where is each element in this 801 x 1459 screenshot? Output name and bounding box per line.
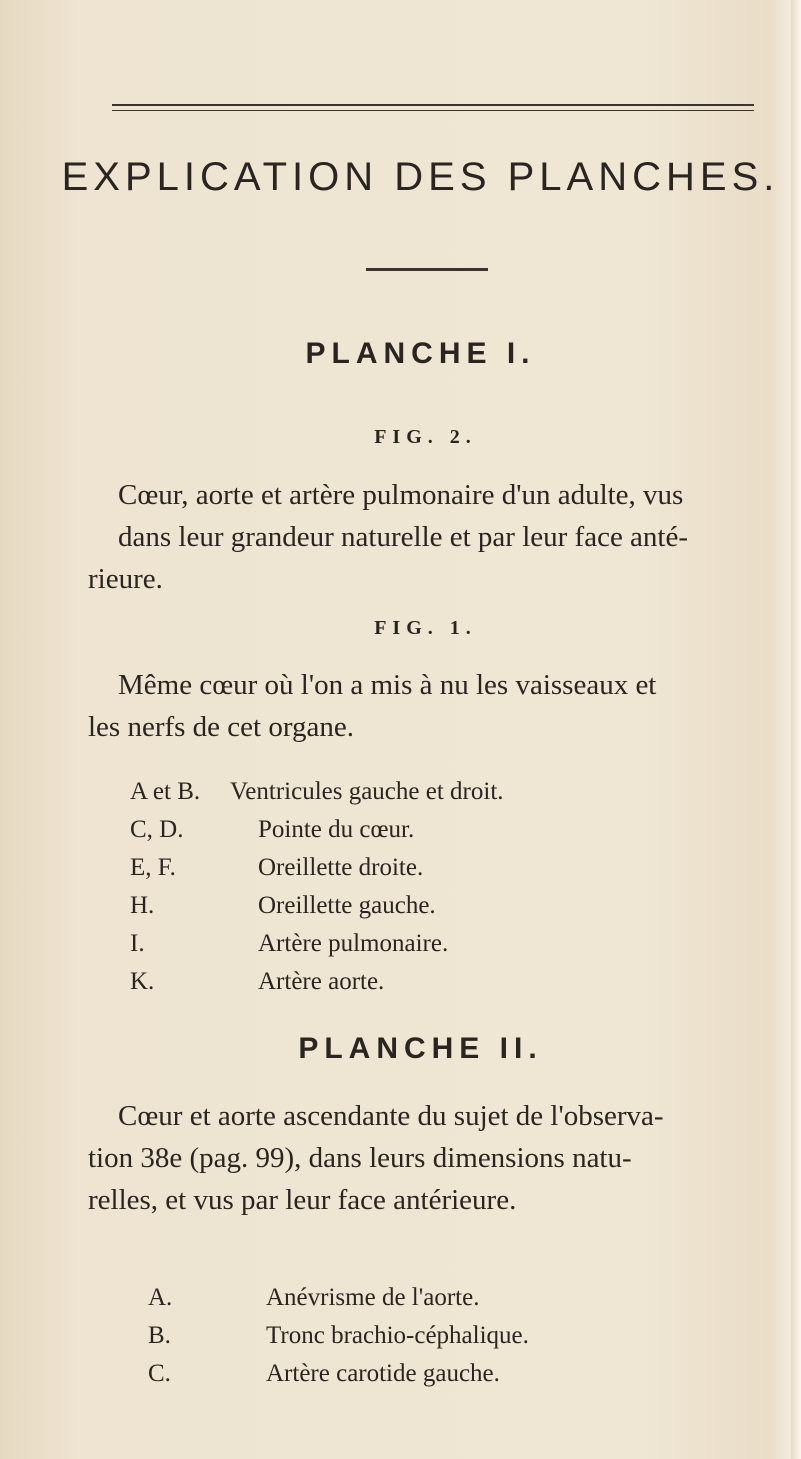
- planche-2-heading: PLANCHE II.: [298, 1032, 543, 1065]
- fig-1-line-2: les nerfs de cet organe.: [88, 711, 354, 743]
- planche-2-line-3: relles, et vus par leur face antérieure.: [88, 1184, 517, 1216]
- legend-key: A.: [148, 1284, 173, 1311]
- top-double-rule: [112, 104, 754, 111]
- fig-2-line-3: rieure.: [88, 563, 163, 595]
- page-edge: [791, 0, 801, 1459]
- legend-key: C, D.: [130, 816, 184, 843]
- legend-desc: Anévrisme de l'aorte.: [266, 1284, 480, 1311]
- legend-key: B.: [148, 1322, 171, 1349]
- planche-2-line-2: tion 38e (pag. 99), dans leurs dimensions natu-: [88, 1142, 632, 1174]
- legend-key: K.: [130, 968, 155, 995]
- fig-1-caption: [88, 664, 778, 748]
- fig-2-line-1: Cœur, aorte et artère pulmonaire d'un adulte, vus: [118, 479, 684, 511]
- title-rule: [366, 268, 488, 271]
- legend-desc: Ventricules gauche et droit.: [230, 778, 504, 805]
- fig-2-caption: [88, 474, 778, 600]
- fig-2-label: FIG. 2.: [374, 426, 477, 448]
- legend-key: E, F.: [130, 854, 176, 881]
- planche-2-caption: [88, 1095, 778, 1221]
- legend-desc: Artère aorte.: [258, 968, 385, 995]
- fig-2-line-2: dans leur grandeur naturelle et par leur face anté-: [118, 521, 689, 553]
- legend-desc: Pointe du cœur.: [258, 816, 415, 843]
- legend-desc: Artère pulmonaire.: [258, 930, 449, 957]
- legend-key: I.: [130, 930, 145, 957]
- planche-2-line-1: Cœur et aorte ascendante du sujet de l'observa-: [118, 1100, 664, 1132]
- legend-key: A et B.: [130, 778, 201, 805]
- legend-desc: Tronc brachio-céphalique.: [266, 1322, 529, 1349]
- legend-key: H.: [130, 892, 155, 919]
- page-title: EXPLICATION DES PLANCHES.: [61, 155, 780, 199]
- fig-1-label: FIG. 1.: [374, 617, 477, 639]
- legend-desc: Artère carotide gauche.: [266, 1360, 500, 1387]
- fig-1-line-1: Même cœur où l'on a mis à nu les vaisseaux et: [118, 669, 657, 701]
- legend-desc: Oreillette droite.: [258, 854, 424, 881]
- legend-key: C.: [148, 1360, 171, 1387]
- legend-desc: Oreillette gauche.: [258, 892, 436, 919]
- planche-1-heading: PLANCHE I.: [305, 337, 536, 370]
